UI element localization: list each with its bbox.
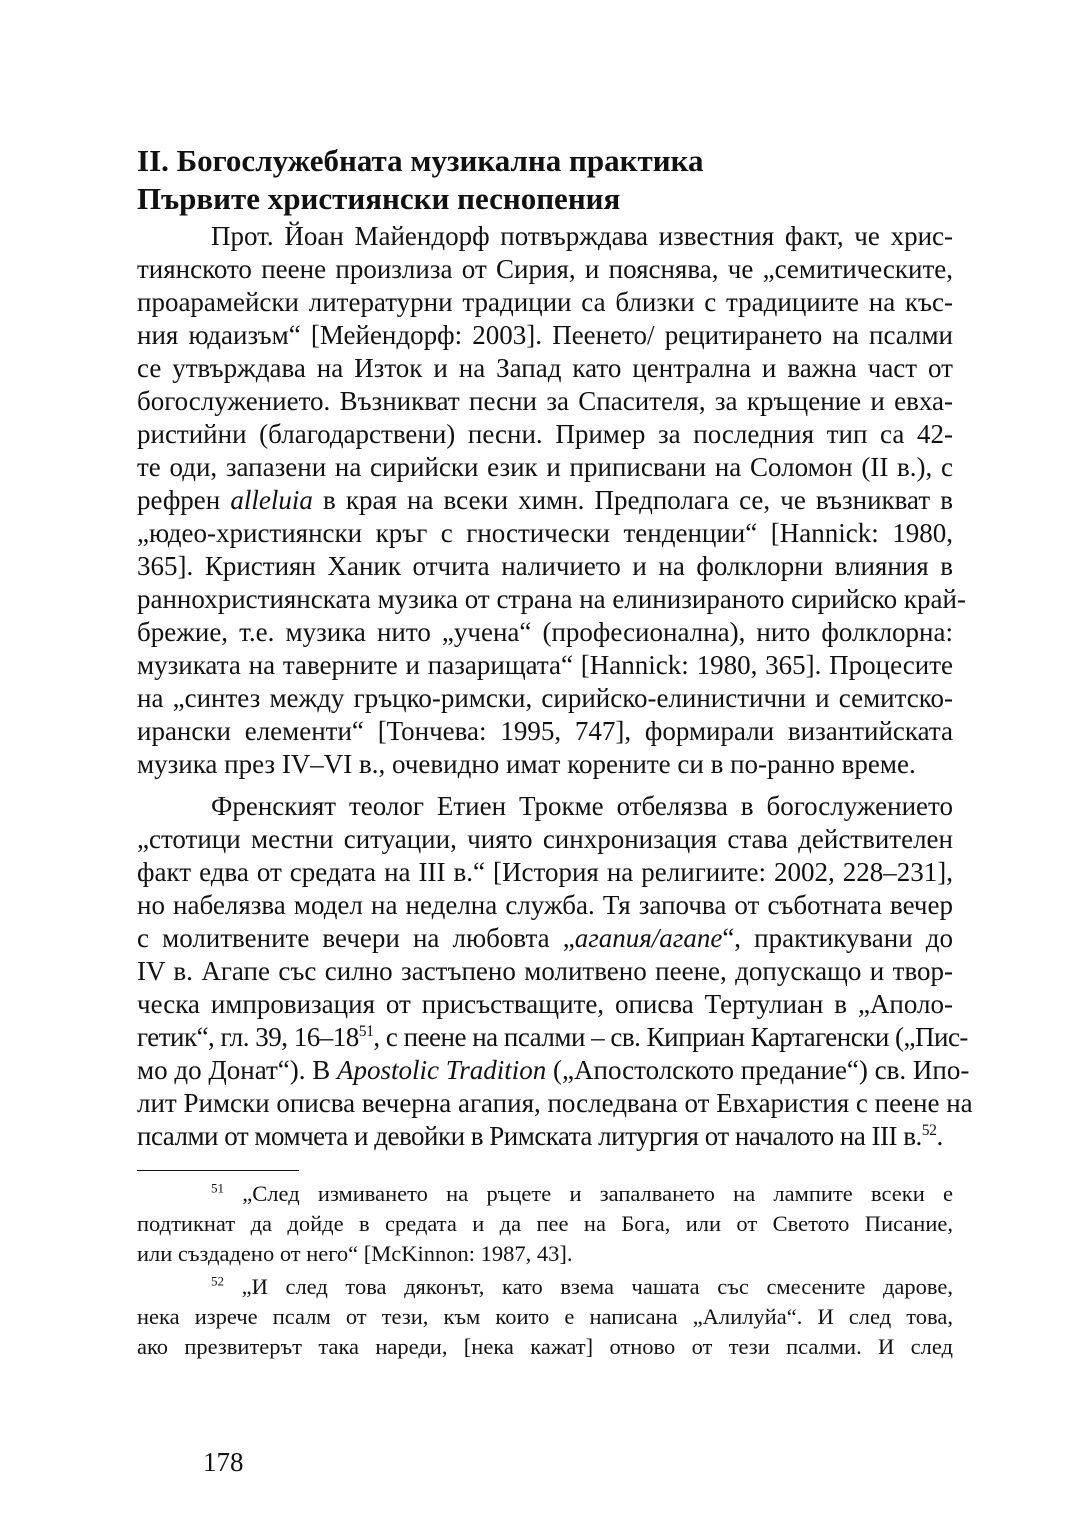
footnote-line: [211, 1180, 953, 1208]
text-line: раннохристиянската музика от страна на елинизираното сирийско край-: [137, 584, 966, 614]
text-run: .: [936, 1121, 943, 1151]
footnote-line: подтикнат да дойде в средата и да пее на Бога, или от Светото Писание,: [137, 1211, 953, 1236]
text-line: IV в. Агапе със силно застъпено молитвено пеене, допускащо и твор-: [137, 956, 953, 986]
text-line: [137, 484, 953, 516]
text-run: псалми от момчета и девойки в Римската литургия от началото на III в.: [137, 1121, 922, 1151]
text-line: „юдео-християнски кръг с гностически тенденции“ [Hannick: 1980,: [137, 518, 953, 548]
text-run: „И след това дяконът, като взема чашата със смесените дарове,: [224, 1274, 953, 1299]
text-run: „След измиването на ръцете и запалването на лампите всеки е: [224, 1181, 953, 1206]
text-run: гетик“, гл. 39, 16–18: [137, 1022, 359, 1052]
text-line: ческа импровизация от присъстващите, описва Тертулиан в „Аполо-: [137, 989, 953, 1019]
text-run: “, практикувани до: [722, 923, 953, 953]
text-line: богослужението. Възникват песни за Спасителя, за кръщение и евха-: [137, 386, 953, 416]
text-line: тиянското пеене произлиза от Сирия, и пояснява, че „семитическите,: [137, 254, 953, 284]
italic-term: агапия/агапе: [574, 923, 723, 953]
text-line: ния юдаизъм“ [Мейендорф: 2003]. Пеенето/ рецитирането на псалми: [137, 320, 953, 350]
text-run: рефрен: [137, 485, 231, 515]
text-line: „стотици местни ситуации, чиято синхронизация става действителен: [137, 824, 953, 854]
text-line: [137, 1120, 953, 1152]
text-line: 365]. Кристиян Ханик отчита наличието и на фолклорни влияния в: [137, 551, 953, 581]
text-line: ирански елементи“ [Тончева: 1995, 747], формирали византийската: [137, 716, 953, 746]
text-line: [137, 922, 953, 954]
subsection-heading: Първите християнски песнопения: [137, 181, 621, 216]
text-line: Френският теолог Етиен Трокме отбелязва в богослужението: [211, 791, 953, 821]
text-line: [137, 1021, 968, 1053]
footnote-line: [211, 1273, 953, 1301]
text-line: на „синтез между гръцко-римски, сирийско-елинистични и семитско-: [137, 683, 953, 713]
footnote-line: нека изрече псалм от тези, към които е написана „Алилуйа“. И след това,: [137, 1304, 953, 1329]
footnote-line: ако презвитерът така нареди, [нека кажат] отново от тези псалми. И след: [137, 1334, 953, 1359]
footnote-number: 52: [211, 1273, 225, 1289]
text-line: ристийни (благодарствени) песни. Пример за последния тип са 42-: [137, 419, 953, 449]
text-line: [137, 1054, 970, 1086]
text-line: факт едва от средата на III в.“ [История на религиите: 2002, 228–231],: [137, 857, 953, 887]
footnote-ref: 51: [358, 1023, 374, 1040]
italic-term: alleluia: [230, 485, 313, 515]
page-number: 178: [203, 1447, 244, 1477]
section-heading: II. Богослужебната музикална практика: [137, 143, 704, 178]
text-run: мо до Донат“). В: [137, 1055, 338, 1085]
footnote-line: или създадено от него“ [McKinnon: 1987, 43].: [137, 1241, 573, 1266]
footnote-number: 51: [211, 1180, 225, 1196]
text-line: те оди, запазени на сирийски език и приписвани на Соломон (II в.), с: [137, 452, 953, 482]
text-line: музиката на таверните и пазарищата“ [Hannick: 1980, 365]. Процесите: [137, 650, 953, 680]
text-line: Прот. Йоан Майендорф потвърждава известния факт, че хрис-: [211, 221, 953, 251]
footnote-separator: [137, 1170, 299, 1171]
italic-term: Apostolic Tradition: [337, 1055, 547, 1085]
text-line: но набелязва модел на неделна служба. Тя започва от съботната вечер: [137, 890, 953, 920]
text-run: с молитвените вечери на любовта „: [137, 923, 575, 953]
text-line: лит Римски описва вечерна агапия, последвана от Евхаристия с пеене на: [137, 1088, 973, 1118]
text-line: се утвърждава на Изток и на Запад като централна и важна част от: [137, 353, 953, 383]
text-run: в края на всеки химн. Предполага се, че възникват в: [312, 485, 954, 515]
text-line: брежие, т.е. музика нито „учена“ (професионална), нито фолклорна:: [137, 617, 953, 647]
text-line: музика през IV–VI в., очевидно имат корените си в по-ранно време.: [137, 749, 916, 779]
footnote-ref: 52: [921, 1122, 937, 1139]
text-line: проарамейски литературни традиции са близки с традициите на къс-: [137, 287, 953, 317]
text-run: , с пеене на псалми – св. Киприан Картагенски („Пис-: [373, 1022, 968, 1052]
text-run: („Апостолското предание“) св. Ипо-: [546, 1055, 970, 1085]
